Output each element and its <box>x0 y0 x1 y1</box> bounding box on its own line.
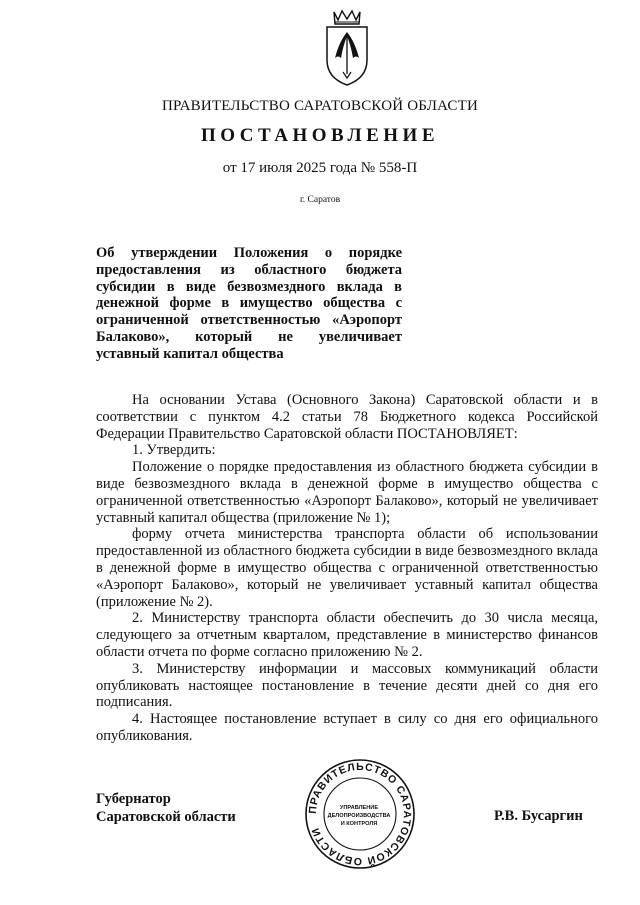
stamp-center-line: УПРАВЛЕНИЕ <box>339 805 379 811</box>
body-paragraph: 4. Настоящее постановление вступает в силу со дня его официального опубликования. <box>96 711 598 744</box>
body-paragraph: 3. Министерству информации и массовых коммуникаций области опубликовать настоящее постановление в течение десяти дней со дня его подписания. <box>96 660 598 711</box>
stamp-center-line: И КОНТРОЛЯ <box>340 821 378 827</box>
document-type: ПОСТАНОВЛЕНИЕ <box>200 125 440 146</box>
stamp-center-text <box>326 804 392 828</box>
signatory-title-line1: Губернатор <box>96 791 171 807</box>
signatory-title-line2: Саратовской области <box>96 809 236 825</box>
signatory-name: Р.В. Бусаргин <box>494 808 583 824</box>
body-paragraph: форму отчета министерства транспорта области об использовании предоставленной из областного бюджета субсидии в виде безвозмездного вклада в денежной форме в имущество общества с ограниченной ответственностью «Аэропорт Балаково», который не увеличивает уставный капитал общества (приложение № 2). <box>96 526 598 610</box>
document-body <box>96 392 598 745</box>
document-subject: Об утверждении Положения о порядке предоставления из областного бюджета субсидии в виде безвозмездного вклада в денежной форме в имущество общества с ограниченной ответственностью «Аэропорт Балаково», который не увеличивает уставный капитал общества <box>96 245 402 362</box>
body-paragraph: 2. Министерству транспорта области обеспечить до 30 числа месяца, следующего за отчетным кварталом, представление в министерство финансов области отчета по форме согласно приложению № 2. <box>96 610 598 660</box>
stamp-ring-text: ПРАВИТЕЛЬСТВО САРАТОВСКОЙ ОБЛАСТИ <box>306 760 414 868</box>
stamp-center-line: ДЕЛОПРОИЗВОДСТВА <box>327 813 391 819</box>
saratov-coat-of-arms-icon <box>322 8 372 88</box>
body-paragraph: 1. Утвердить: <box>132 442 216 459</box>
body-paragraph: Положение о порядке предоставления из областного бюджета субсидии в виде безвозмездного вклада в денежной форме в имущество общества с ограниченной ответственностью «Аэропорт Балаково», который не увеличивает уставный капитал общества (приложение № 1); <box>96 459 598 526</box>
issuing-authority: ПРАВИТЕЛЬСТВО САРАТОВСКОЙ ОБЛАСТИ <box>161 98 479 114</box>
body-paragraph: На основании Устава (Основного Закона) Саратовской области и в соответствии с пунктом 4.2 статьи 78 Бюджетного кодекса Российской Федерации Правительство Саратовской области ПОСТАНОВЛЯЕТ: <box>96 392 598 442</box>
document-date-number: от 17 июля 2025 года № 558-П <box>222 160 418 176</box>
document-city: г. Саратов <box>299 195 341 205</box>
signatory-title <box>96 790 236 826</box>
